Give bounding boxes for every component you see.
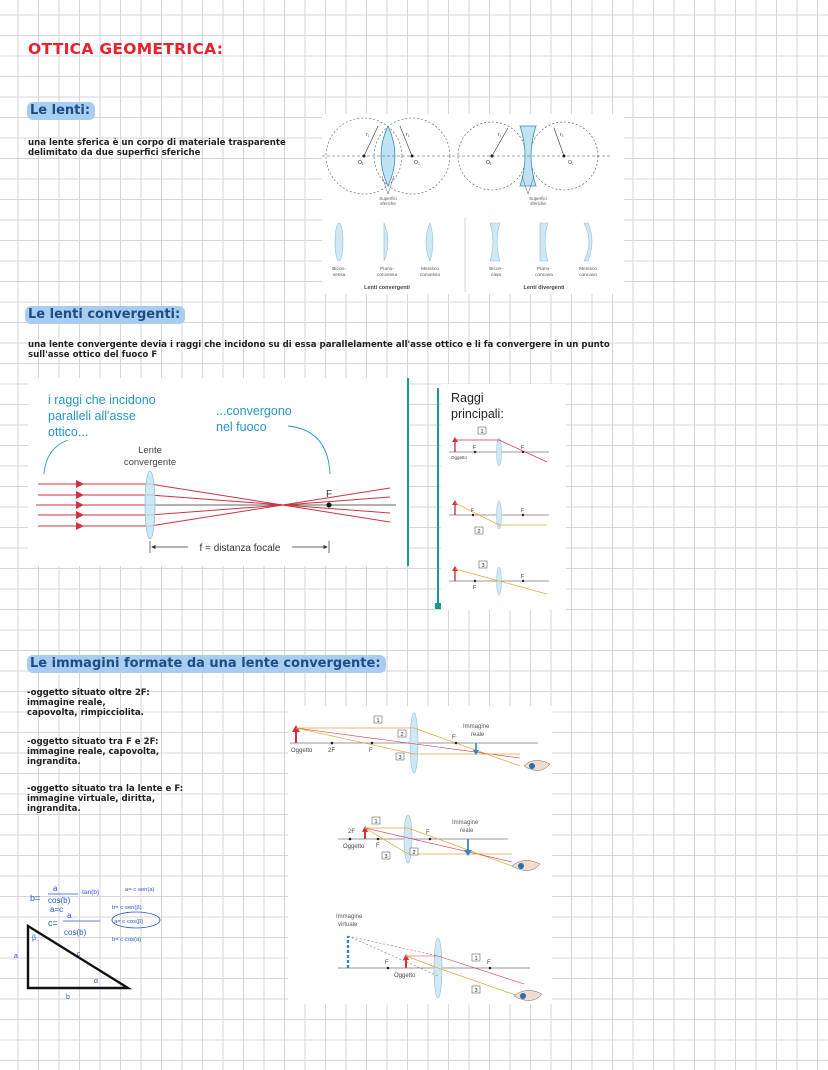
pt-f2-c3: [489, 967, 492, 970]
badge-c1-3-num: 3: [398, 755, 402, 761]
note-left-3: ottico...: [48, 425, 89, 439]
label-biconcava-2: cava: [490, 273, 502, 278]
label-virtuale-c3: virtuale: [338, 922, 358, 928]
label-reale-c2: reale: [460, 828, 474, 834]
f-frac1-den: cos(b): [48, 896, 71, 905]
note-right-2: nel fuoco: [216, 420, 267, 434]
label-biconcava-1: Bicon-: [489, 267, 503, 272]
label-biconvessa-1: Bicon-: [332, 267, 346, 272]
f-a-eq-c: a=c: [50, 905, 64, 914]
label-r1b: r₁: [498, 132, 502, 138]
ray-5-out: [150, 488, 390, 526]
label-lenti-divergenti: Lenti divergenti: [523, 285, 565, 291]
pt-f-c3: [387, 967, 390, 970]
f-r1: a= c·sen(a): [125, 887, 155, 893]
figure-lens-types: [322, 114, 624, 294]
label-o2: O₂: [414, 160, 420, 166]
center-o2: [411, 155, 414, 158]
f-r4: b= c·cos(a): [112, 937, 142, 943]
focus-r2a: [472, 514, 474, 516]
ray-4-out: [150, 497, 390, 515]
label-f-r3b: F: [521, 574, 525, 580]
page-title: OTTICA GEOMETRICA:: [28, 40, 224, 58]
text-case-2: -oggetto situato tra F e 2F: immagine reale, capovolta, ingrandita.: [27, 737, 160, 767]
tri-label-b: b: [66, 994, 70, 1001]
label-pianoconcava-2: concava: [535, 273, 553, 278]
heading-convergenti: Le lenti convergenti:: [25, 306, 185, 324]
label-oggetto-c3: Oggetto: [394, 973, 416, 979]
lens-c1: [410, 713, 418, 773]
badge-r3-num: 3: [481, 563, 485, 569]
object-r1-head: [452, 437, 458, 442]
label-f-r2b: F: [521, 508, 525, 514]
badge-r1-num: 1: [480, 429, 484, 435]
label-o1: O₁: [358, 160, 364, 166]
eye-pupil-c2: [518, 863, 524, 869]
figure-convergent-lens: [28, 378, 408, 566]
label-imm-c2: Immagine: [452, 820, 479, 826]
pt-2f-c1: [331, 742, 334, 745]
tri-label-alpha: α: [94, 978, 99, 985]
f-frac2-den: cos(b): [64, 928, 87, 937]
text-convergenti: una lente convergente devia i raggi che incidono su di essa parallelamente all'asse ottico e li fa convergere in un punto sull'asse ottico del fuoco F: [28, 340, 610, 360]
ray-c3-1: [406, 956, 524, 984]
label-f2-c2: F: [426, 830, 430, 836]
label-r2b: r₂: [560, 132, 564, 138]
convergent-lens: [145, 471, 155, 539]
label-2f-c1: 2F: [328, 748, 336, 754]
pt-f-c2: [377, 838, 380, 841]
center-o1: [363, 155, 366, 158]
badge-c2-1-num: 1: [374, 819, 378, 825]
teal-divider-left: [407, 378, 409, 566]
lens-c2: [404, 815, 412, 863]
label-r2: r₂: [406, 132, 410, 138]
tri-label-c: c: [77, 951, 81, 958]
eye-pupil-c3: [520, 993, 526, 999]
label-menisco-conv-2: convesso: [419, 273, 441, 278]
badge-c1-2-num: 2: [400, 732, 404, 738]
ray-arrows: [76, 480, 84, 530]
label-menisco-conv-1: Menisco: [421, 267, 439, 272]
label-menisco-conc-2: concavo: [579, 273, 597, 278]
eye-icon-c2: [512, 860, 540, 870]
shape-pianoconcava: [540, 223, 548, 261]
label-f-r1a: F: [473, 445, 477, 451]
arrow-3: [76, 501, 84, 509]
label-lens-1: Lente: [138, 445, 162, 456]
label-oggetto-r: Oggetto: [451, 455, 468, 460]
raggi-title-1: Raggi: [451, 391, 484, 405]
arrow-1: [76, 480, 84, 488]
label-focal: f = distanza focale: [199, 543, 281, 554]
label-pianoconvessa-2: convessa: [376, 273, 398, 278]
label-biconvessa-2: vessa: [332, 273, 346, 278]
f-b-eq: b=: [30, 893, 41, 903]
ray-c2-3: [365, 828, 512, 854]
label-r1: r₁: [366, 132, 370, 138]
label-f-r1b: F: [521, 445, 525, 451]
object-r3-head: [452, 566, 458, 571]
ray-2-out: [150, 495, 390, 513]
focus-r3b: [522, 580, 524, 582]
label-imm-c1: Immagine: [463, 724, 490, 730]
pt-f-c1: [371, 742, 374, 745]
badge-c1-1-num: 1: [376, 718, 380, 724]
f-r3: a= c·cos(β): [114, 919, 144, 925]
eye-icon-c3: [514, 990, 542, 1000]
shape-menisco-concavo: [584, 223, 592, 261]
f-frac2-num: a: [67, 911, 72, 920]
label-superfici-1: Superfici: [379, 196, 397, 201]
figure-image-formation: [288, 706, 552, 1004]
label-sferiche-1: sferiche: [380, 201, 396, 206]
badge-c2-3-num: 3: [384, 854, 388, 860]
f-frac1-num: a: [53, 884, 58, 893]
label-2f-c2: 2F: [348, 829, 356, 835]
f-r2: b= c·sen(β): [112, 905, 142, 911]
note-right-1: ...convergono: [216, 404, 292, 418]
badge-c3-1-num: 1: [474, 956, 478, 962]
center-o1b: [491, 155, 494, 158]
label-f-r3a: F: [473, 585, 477, 591]
label-f-c3: F: [385, 960, 389, 966]
formulas-svg: [8, 874, 178, 1004]
ray-1-out: [150, 484, 390, 522]
eye-icon-c1: [524, 760, 550, 770]
virtual-ray-1: [348, 936, 438, 956]
label-imm-c3: Immagine: [336, 914, 363, 920]
raggi-title-2: principali:: [451, 407, 504, 421]
label-f2-c3: F: [487, 960, 491, 966]
label-menisco-conc-1: Menisco: [579, 267, 597, 272]
lens-types-svg: [322, 114, 624, 294]
label-f2-c1: F: [452, 735, 456, 741]
badge-c2-2-num: 2: [412, 850, 416, 856]
image-c2-head: [464, 850, 472, 856]
heading-lenti: Le lenti:: [27, 102, 95, 120]
label-f-c1: F: [369, 748, 373, 754]
text-case-3: -oggetto situato tra la lente e F: immagine virtuale, diritta, ingrandita.: [27, 784, 184, 814]
arrow-5: [76, 522, 84, 530]
label-o1b: O₁: [486, 160, 492, 166]
focus-point: [327, 503, 332, 508]
shape-biconcava: [490, 223, 500, 261]
label-reale-c1: reale: [471, 732, 485, 738]
label-lenti-convergenti: Lenti convergenti: [364, 285, 410, 291]
raggi-svg: [441, 384, 566, 610]
note-left-2: paralleli all'asse: [48, 409, 136, 423]
ray-c2-1: [365, 828, 512, 866]
heading-immagini: Le immagini formate da una lente convergente:: [27, 655, 386, 673]
label-oggetto-c2: Oggetto: [343, 844, 365, 850]
pt-2f-c2: [349, 838, 352, 841]
label-oggetto-c1: Oggetto: [291, 748, 313, 754]
convergent-lens-svg: [28, 378, 408, 566]
handwritten-formulas: [8, 874, 178, 1004]
center-o2b: [563, 155, 566, 158]
badge-c3-2-num: 3: [474, 988, 478, 994]
ray-c3-2: [406, 956, 524, 998]
f-c-eq: c=: [48, 918, 58, 928]
teal-divider-right: [437, 388, 439, 606]
shape-pianoconvessa: [384, 223, 388, 261]
focus-r3a: [474, 580, 476, 582]
arrow-4: [76, 511, 84, 519]
label-o2b: O₂: [568, 160, 574, 166]
figure-raggi-principali: [441, 384, 566, 610]
tri-label-beta: β: [32, 935, 37, 942]
arrow-2: [76, 491, 84, 499]
label-f-c2: F: [376, 843, 380, 849]
text-case-1: -oggetto situato oltre 2F: immagine reale, capovolta, rimpicciolita.: [27, 688, 150, 718]
note-left-1: i raggi che incidono: [48, 393, 156, 407]
focus-r1b: [522, 451, 524, 453]
label-sferiche-2: sferiche: [530, 201, 546, 206]
focus-r2b: [522, 514, 524, 516]
image-formation-svg: [288, 706, 552, 1004]
label-superfici-2: Superfici: [529, 196, 547, 201]
focus-r1a: [474, 451, 476, 453]
lens-r1: [497, 438, 502, 466]
badge-r2-num: 2: [477, 529, 481, 535]
note-curve-right: [288, 426, 330, 474]
eye-pupil-c1: [529, 763, 535, 769]
label-pianoconcava-1: Piano-: [537, 267, 551, 272]
text-lenti: una lente sferica è un corpo di materiale trasparente delimitato da due superfici sferiche: [28, 138, 286, 158]
pt-f2-c1: [455, 742, 458, 745]
label-f-r2a: F: [471, 508, 475, 514]
shape-biconvessa: [335, 223, 343, 261]
label-focus: F: [326, 489, 333, 500]
tri-label-a: a: [14, 953, 18, 960]
ray-c1-1: [296, 728, 520, 766]
note-curve-left: [44, 440, 68, 474]
label-pianoconvessa-1: Piano-: [380, 267, 394, 272]
shape-menisco-convesso: [426, 223, 433, 261]
f-tan: ·tan(b): [80, 889, 100, 896]
formula-group: [30, 884, 155, 943]
pt-f2-c2: [429, 838, 432, 841]
radius-1: [364, 126, 378, 156]
label-lens-2: convergente: [123, 457, 177, 468]
